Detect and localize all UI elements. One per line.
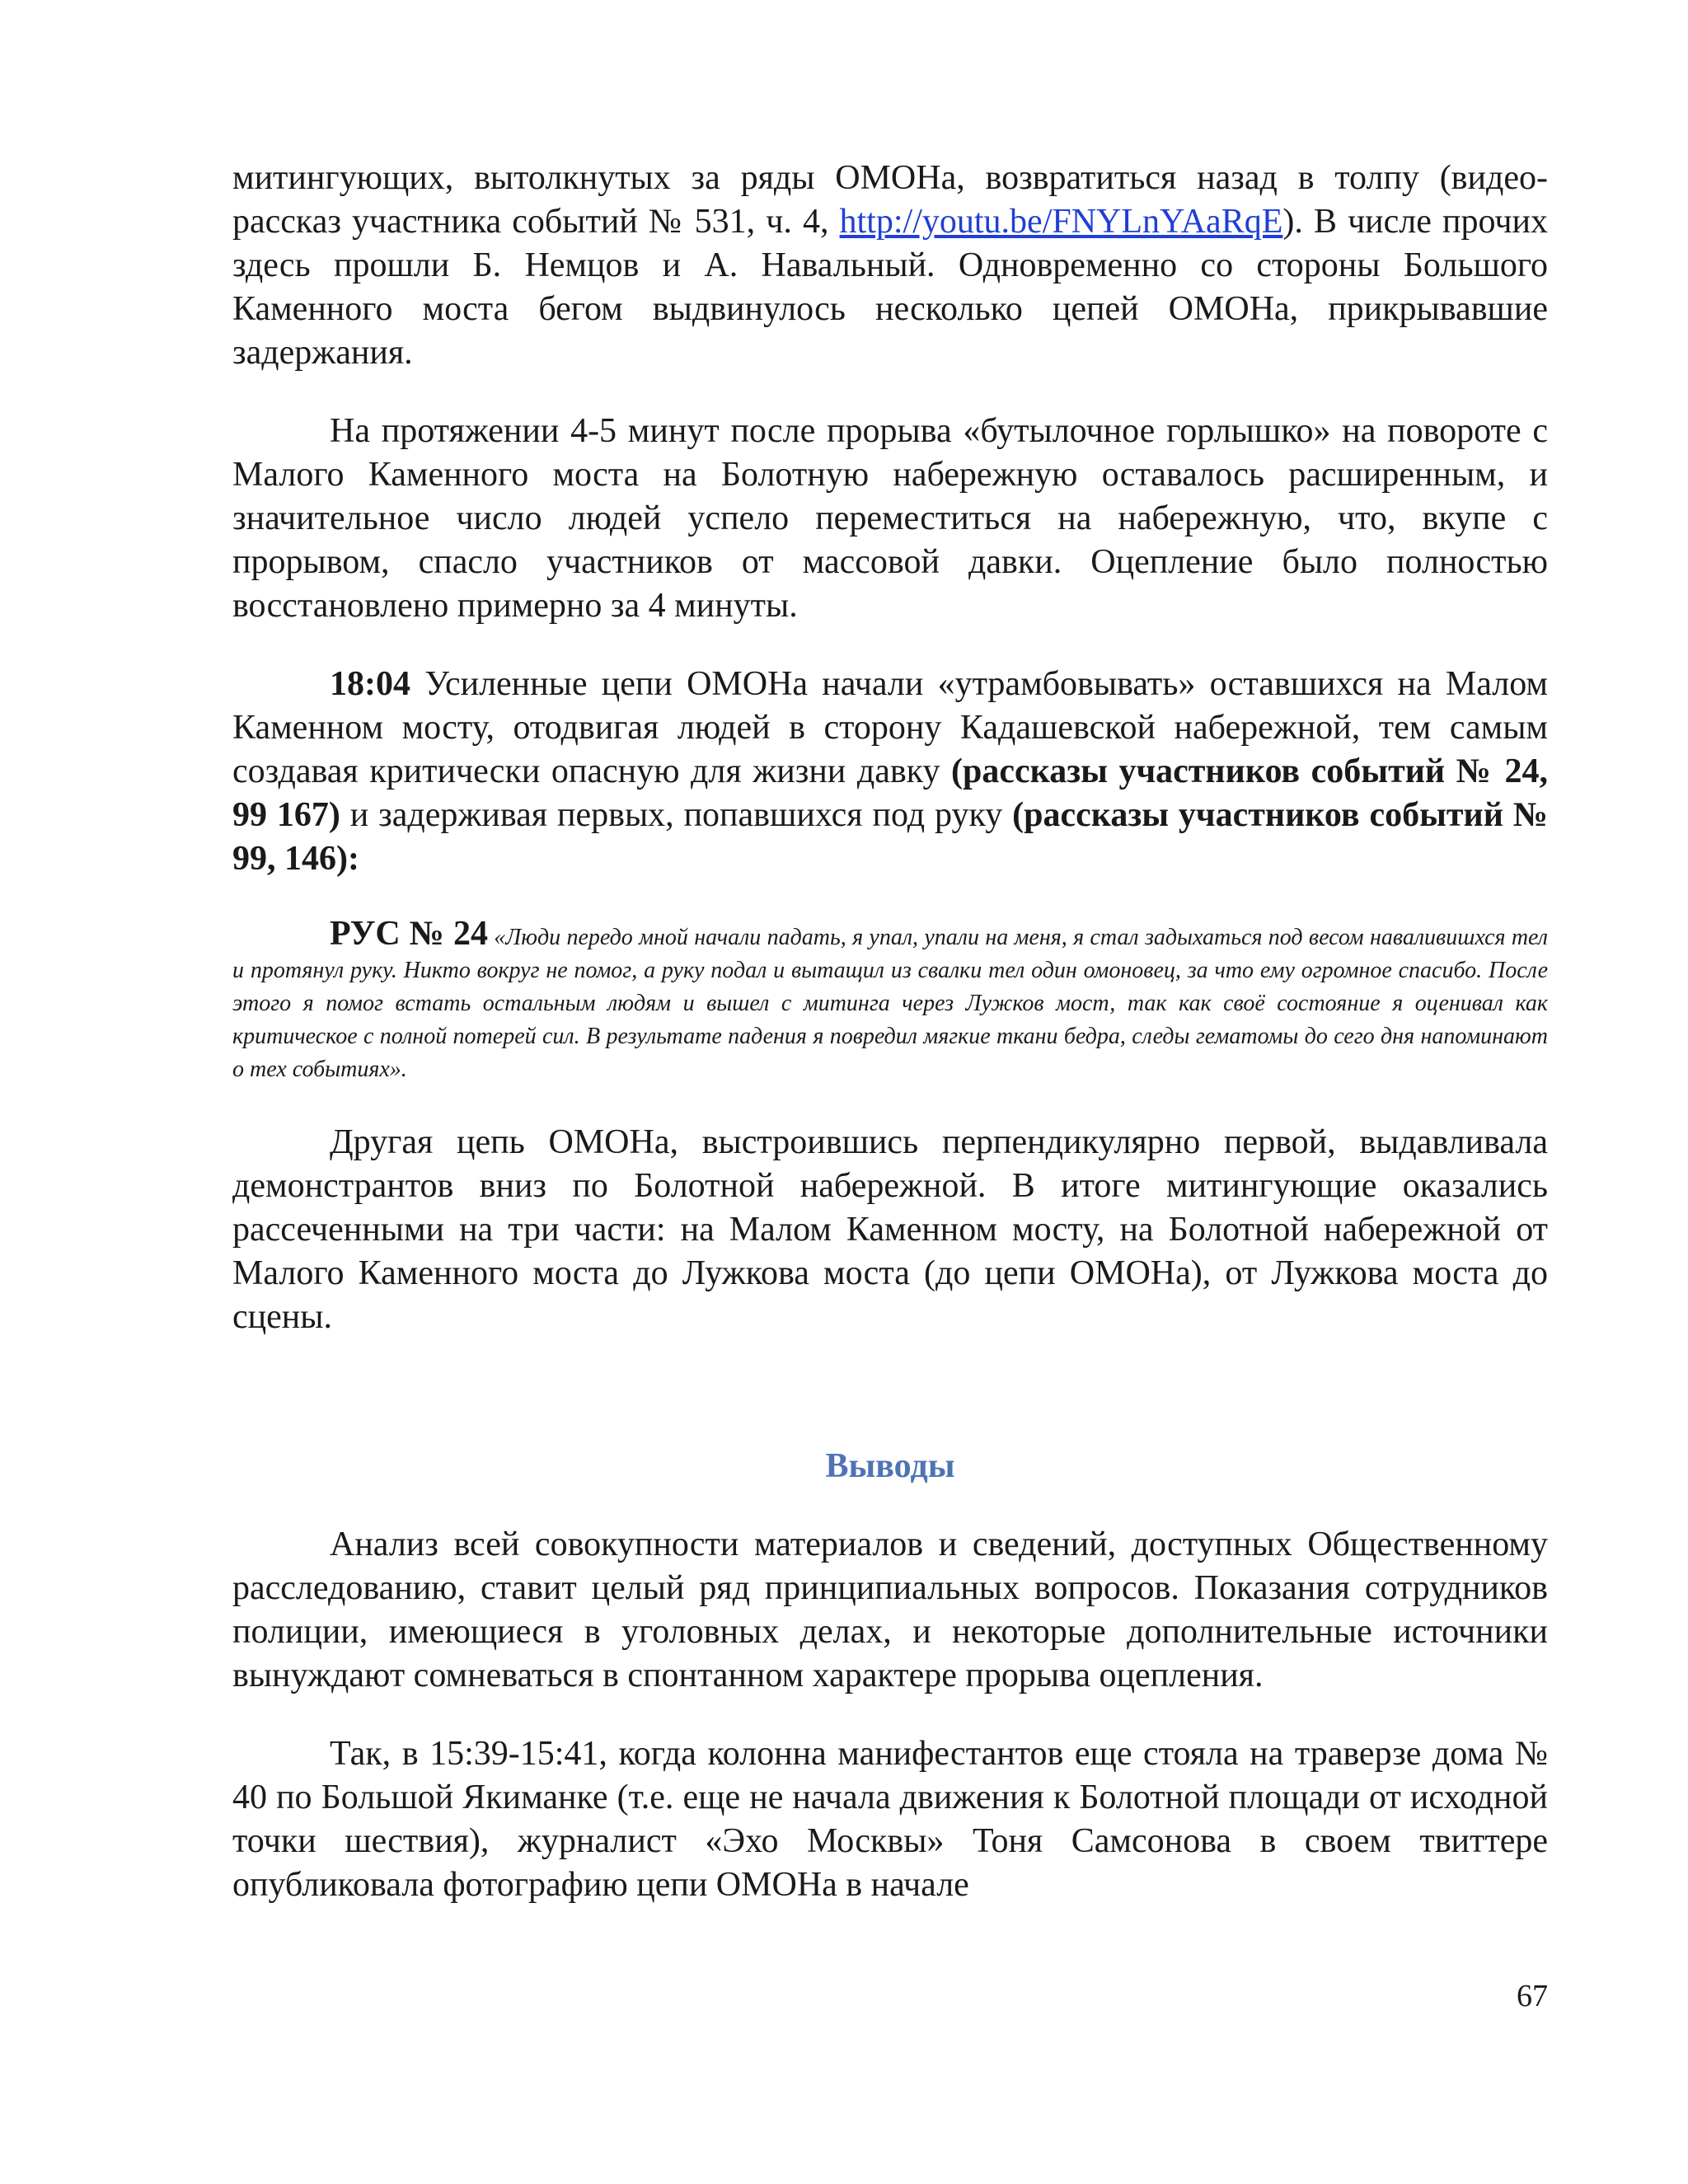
paragraph-4: Другая цепь ОМОНа, выстроившись перпендикулярно первой, выдавливала демонстрантов вниз по Болотной набережной. В итоге митингующие оказались рассеченными на три части: на Малом Каменном мосту, на Болотной набережной от Малого Каменного моста до Лужкова моста (до цепи ОМОНа), от Лужкова моста до сцены. bbox=[232, 1123, 1548, 1336]
paragraph-1-text-after: ). В числе прочих здесь прошли Б. Немцов и А. Навальный. Одновременно со стороны Большого Каменного моста бегом выдвинулось несколько цепей ОМОНа, прикрывавшие задержания. bbox=[232, 203, 1548, 372]
time-stamp: 18:04 bbox=[330, 665, 410, 703]
quote-text: «Люди передо мной начали падать, я упал, упали на меня, я стал задыхаться под весом наваливишхся тел и протянул руку. Никто вокруг не помог, а руку подал и вытащил из свалки тел один омоновец, за что ему огромное спасибо. После этого я помог встать остальным людям и вышел с митинга через Лужков мост, так как своё состояние я оценивал как критическое с полной потерей сил. В результате падения я повредил мягкие ткани бедра, следы гематомы до сего дня напоминают о тех событиях». bbox=[232, 925, 1548, 1082]
paragraph-3-bold-ref-1: (рассказы участников событий № 24, 99 167) bbox=[232, 752, 1548, 834]
paragraph-1 bbox=[232, 157, 1548, 375]
paragraph-2: На протяжении 4-5 минут после прорыва «бутылочное горлышко» на повороте с Малого Каменного моста на Болотную набережную оставалось расширенным, и значительное число людей успело переместиться на набережную, что, вкупе с прорывом, спасло участников от массовой давки. Оцепление было полностью восстановлено примерно за 4 минуты. bbox=[232, 412, 1548, 625]
quote-label: РУС № 24 bbox=[330, 915, 488, 953]
witness-quote bbox=[232, 917, 1548, 1086]
paragraph-3-text-2: и задерживая первых, попавшихся под руку bbox=[340, 796, 1013, 834]
paragraph-3 bbox=[232, 663, 1548, 881]
youtube-link[interactable]: http://youtu.be/FNYLnYAaRqE bbox=[839, 203, 1283, 241]
paragraph-3-text-1: Усиленные цепи ОМОНа начали «утрамбовывать» оставшихся на Малом Каменном мосту, отодвигая людей в сторону Кадашевской набережной, тем самым создавая критически опасную для жизни давку bbox=[232, 665, 1548, 790]
paragraph-6: Так, в 15:39-15:41, когда колонна манифестантов еще стояла на траверзе дома № 40 по Большой Якиманке (т.е. еще не начала движения к Болотной площади от исходной точки шествия), журналист «Эхо Москвы» Тоня Самсонова в своем твиттере опубликовала фотографию цепи ОМОНа в начале bbox=[232, 1735, 1548, 1904]
page-body bbox=[232, 157, 1548, 1907]
paragraph-5: Анализ всей совокупности материалов и сведений, доступных Общественному расследованию, ставит целый ряд принципиальных вопросов. Показания сотрудников полиции, имеющиеся в уголовных делах, и некоторые дополнительные источники вынуждают сомневаться в спонтанном характере прорыва оцепления. bbox=[232, 1526, 1548, 1694]
page-number: 67 bbox=[1517, 1979, 1548, 2013]
paragraph-1-text-before: митингующих, вытолкнутых за ряды ОМОНа, возвратиться назад в толпу (видео-рассказ участника событий № 531, ч. 4, bbox=[232, 159, 1548, 241]
paragraph-3-bold-ref-2: (рассказы участников событий № 99, 146): bbox=[232, 796, 1549, 878]
section-heading: Выводы bbox=[825, 1447, 955, 1485]
